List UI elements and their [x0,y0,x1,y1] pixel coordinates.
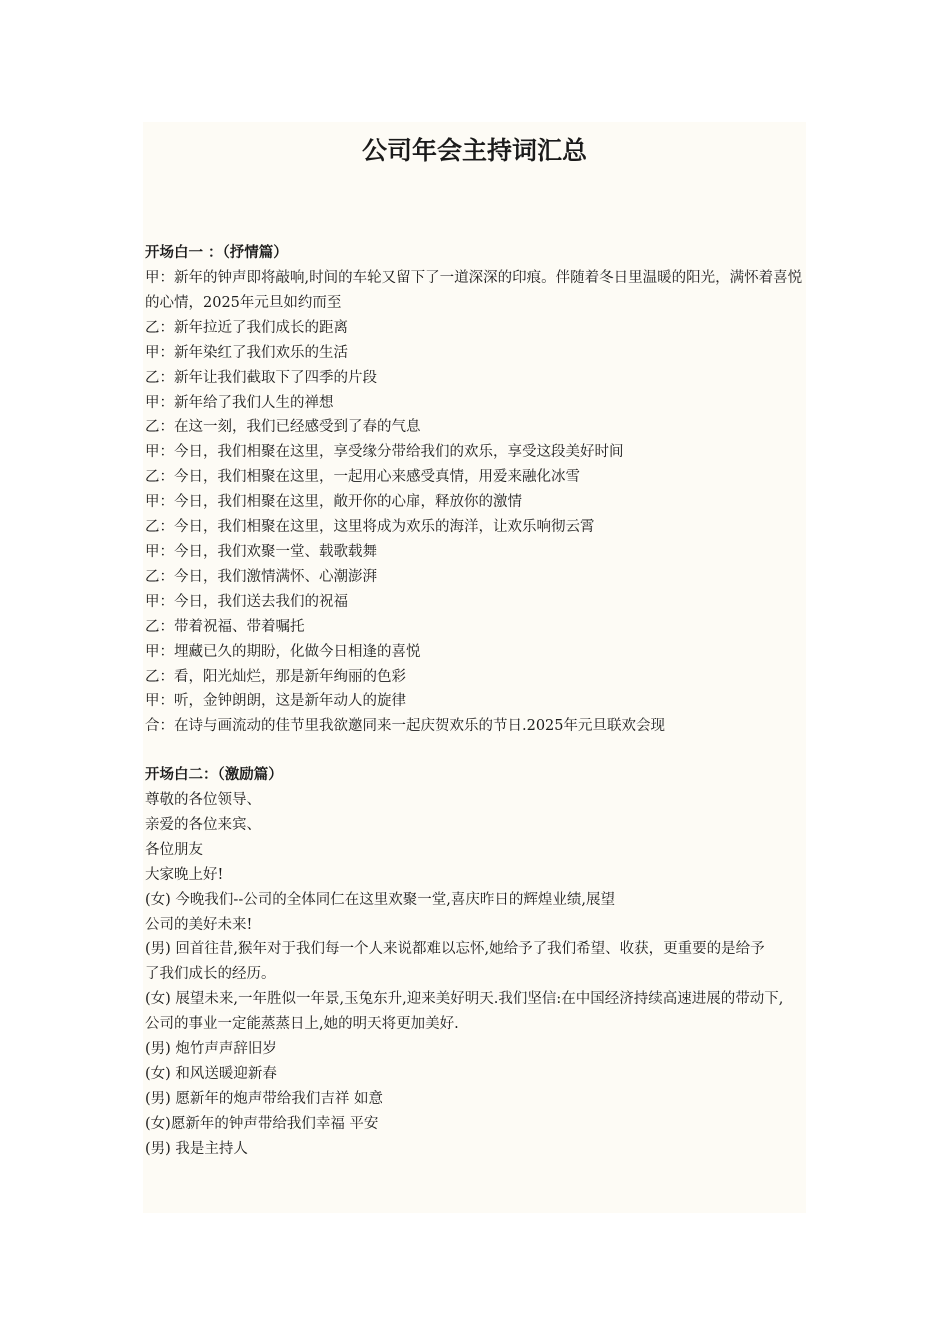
script-line: (男) 炮竹声声辞旧岁 [145,1041,277,1058]
script-line: 乙：今日，我们相聚在这里，一起用心来感受真情，用爱来融化冰雪 [145,469,580,486]
script-line: 甲：今日，我们送去我们的祝福 [145,593,348,610]
script-line: 乙：在这一刻，我们已经感受到了春的气息 [145,419,421,436]
script-line: 甲：新年的钟声即将敲响,时间的车轮又留下了一道深深的印痕。伴随着冬日里温暖的阳光，满怀着喜悦的心情，2025年元旦如约而至 [145,270,803,311]
script-line: 乙：今日，我们激情满怀、心潮澎湃 [145,568,377,585]
section-opening-1 [145,241,817,739]
script-line: 甲：今日，我们相聚在这里，享受缘分带给我们的欢乐，享受这段美好时间 [145,444,624,461]
script-line: 公司的事业一定能蒸蒸日上,她的明天将更加美好. [145,1016,459,1033]
script-line: (女) 今晚我们--公司的全体同仁在这里欢聚一堂,喜庆昨日的辉煌业绩,展望 [145,891,615,908]
script-line: 合：在诗与画流动的佳节里我欲邀同来一起庆贺欢乐的节日.2025年元旦联欢会现 [145,718,666,735]
script-line: 乙：新年拉近了我们成长的距离 [145,319,348,336]
section-heading: 开场白一 ：（抒情篇） [145,245,288,261]
section-heading: 开场白二：（激励篇） [145,767,283,783]
script-line: 甲：今日，我们相聚在这里，敞开你的心扉，释放你的激情 [145,494,522,511]
script-line: (女) 展望未来,一年胜似一年景,玉兔东升,迎来美好明天.我们坚信:在中国经济持续高速进展的带动下, [145,991,784,1008]
script-line: 了我们成长的经历。 [145,966,276,983]
script-line: (女) 和风送暖迎新春 [145,1065,277,1082]
script-line: (男) 愿新年的炮声带给我们吉祥 如意 [145,1090,384,1107]
script-line: (男) 回首往昔,猴年对于我们每一个人来说都难以忘怀,她给予了我们希望、收获，更重要的是给予 [145,941,765,958]
script-line: 甲：新年染红了我们欢乐的生活 [145,344,348,361]
script-line: 公司的美好未来! [145,916,253,933]
script-line: 乙：带着祝福、带着嘱托 [145,618,305,635]
section-opening-2 [145,763,817,1162]
script-line: 大家晚上好! [145,866,224,883]
script-line: 甲：听，金钟朗朗，这是新年动人的旋律 [145,693,406,710]
script-line: 尊敬的各位领导、 [145,792,261,808]
script-line: 甲：今日，我们欢聚一堂、载歌载舞 [145,543,377,560]
script-line: (女)愿新年的钟声带给我们幸福 平安 [145,1115,379,1132]
script-line: 甲：新年给了我们人生的禅想 [145,394,334,411]
script-line: 乙：看，阳光灿烂，那是新年绚丽的色彩 [145,668,406,685]
script-line: 乙：新年让我们截取下了四季的片段 [145,369,377,386]
script-line: (男) 我是主持人 [145,1140,248,1157]
script-line: 亲爱的各位来宾、 [145,816,261,833]
script-line: 各位朋友 [145,841,203,858]
script-line: 甲：埋藏已久的期盼，化做今日相逢的喜悦 [145,643,421,660]
document-title: 公司年会主持词汇总 [361,136,587,165]
script-line: 乙：今日，我们相聚在这里，这里将成为欢乐的海洋，让欢乐响彻云霄 [145,519,595,536]
